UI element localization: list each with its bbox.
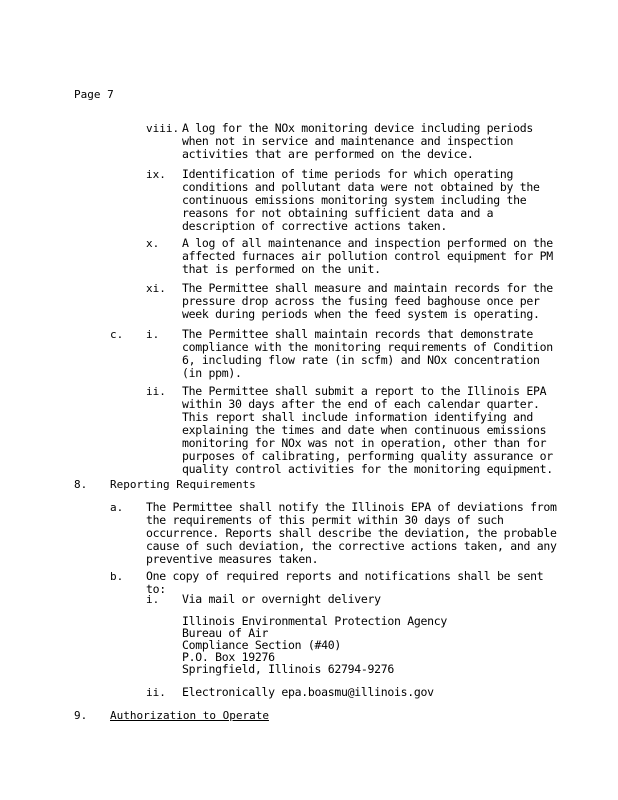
section-9-title: Authorization to Operate [110,709,269,722]
section-8a-text: The Permittee shall notify the Illinois EPA of deviations from the requirements of this permit within 30 days of such occurrence. Reports shall describe the deviation, the probable cause of such deviation, the corrective actions taken, and any preventive measures taken. [146,500,557,566]
address-line: Springfield, Illinois 62794-9276 [182,662,394,676]
item-ix-marker: ix. [146,168,166,181]
section-8b-ii-text: Electronically epa.boasmu@illinois.gov [182,685,434,699]
section-8b-i-text: Via mail or overnight delivery [182,592,381,606]
item-x-marker: x. [146,237,160,250]
address-line: P.O. Box 19276 [182,650,275,664]
item-xi-text: The Permittee shall measure and maintain records for the pressure drop across the fusing feed baghouse once per week during periods when the feed system is operating. [182,281,553,321]
section-8b-ii-marker: ii. [146,686,166,699]
section-8b-letter: b. [110,570,124,583]
item-x-text: A log of all maintenance and inspection performed on the affected furnaces air pollution control equipment for PM that is performed on the unit. [182,236,553,276]
address-line: Illinois Environmental Protection Agency [182,614,447,628]
item-viii-marker: viii. [146,122,180,135]
page-label: Page 7 [74,88,114,101]
address-line: Bureau of Air [182,626,269,640]
section-c-letter: c. [110,328,124,341]
section-c-i-text: The Permittee shall maintain records that demonstrate compliance with the monitoring requirements of Condition 6, including flow rate (in scfm) and NOx concentration (in ppm). [182,327,553,380]
section-8b-text: One copy of required reports and notifications shall be sent to: [146,569,544,596]
item-xi-marker: xi. [146,282,166,295]
section-9-number: 9. [74,709,88,722]
section-8-number: 8. [74,478,88,491]
section-c-i-marker: i. [146,328,160,341]
item-viii-text: A log for the NOx monitoring device including periods when not in service and maintenance and inspection activities that are performed on the device. [182,121,534,161]
section-c-ii-marker: ii. [146,385,166,398]
section-8b-i-marker: i. [146,593,160,606]
address-line: Compliance Section (#40) [182,638,341,652]
section-8-title: Reporting Requirements [110,478,256,491]
section-c-ii-text: The Permittee shall submit a report to the Illinois EPA within 30 days after the end of each calendar quarter. This report shall include information identifying and explaining the times and date when continuous emissions monitoring for NOx was not in operation, other than for purposes of calibrating, performing quality assurance or quality control activities for the monitoring equipment. [182,384,553,476]
section-8a-letter: a. [110,501,124,514]
item-ix-text: Identification of time periods for which operating conditions and pollutant data were not obtained by the continuous emissions monitoring system including the reasons for not obtaining sufficient data and a description of corrective actions taken. [182,167,540,233]
